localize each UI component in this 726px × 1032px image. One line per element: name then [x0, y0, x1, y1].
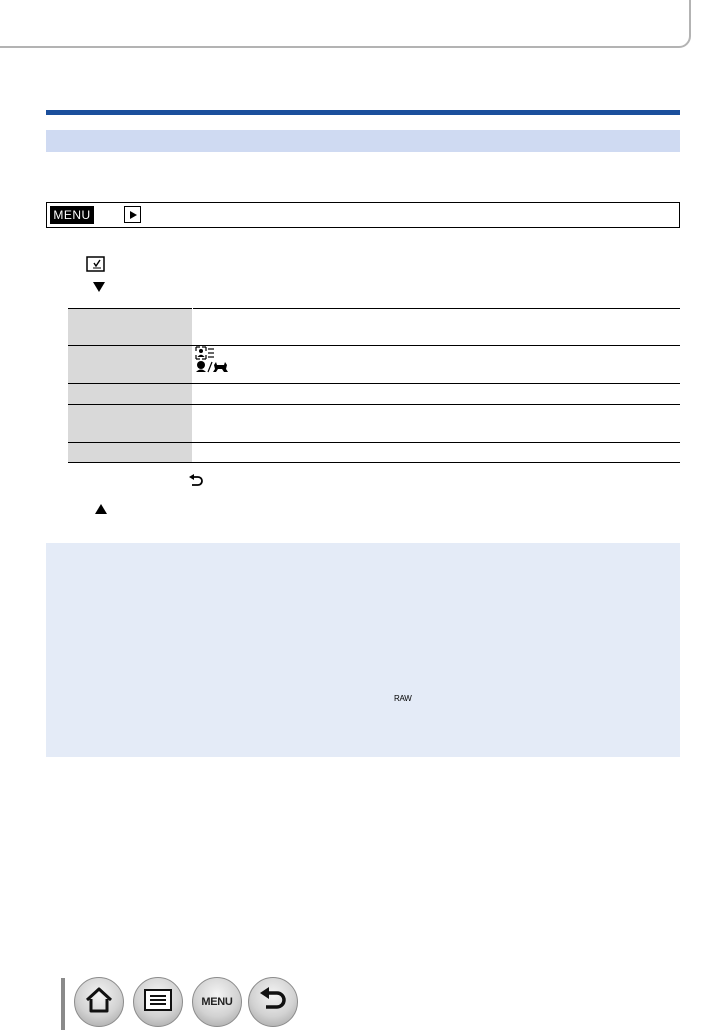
- note-box: [46, 543, 680, 757]
- description-cell: [193, 384, 681, 405]
- description-cell: [193, 309, 681, 346]
- page-header-frame: [0, 0, 691, 48]
- menu-button-icon: MENU: [201, 996, 233, 1008]
- home-button[interactable]: [74, 977, 124, 1027]
- table-row: [68, 443, 680, 463]
- table-row: [68, 384, 680, 405]
- option-cell: [68, 405, 193, 443]
- option-cell: [68, 346, 193, 384]
- section-subheading-bar: [46, 130, 680, 152]
- contents-button[interactable]: [133, 977, 183, 1027]
- home-icon: [84, 986, 114, 1019]
- option-cell: [68, 309, 193, 346]
- table-row: [68, 405, 680, 443]
- footer-side-rule: [61, 978, 65, 1030]
- play-mode-icon: [124, 206, 141, 223]
- option-cell: [68, 384, 193, 405]
- face-recognition-icon: [195, 346, 680, 360]
- table-row: [68, 309, 680, 346]
- menu-button[interactable]: [192, 977, 242, 1027]
- option-cell: [68, 443, 193, 463]
- contents-list-icon: [143, 988, 173, 1017]
- section-rule: [46, 110, 680, 115]
- description-cell: [193, 346, 681, 384]
- cursor-up-icon: [95, 502, 107, 520]
- table-row: [68, 346, 680, 384]
- cursor-down-icon: [93, 280, 105, 298]
- raw-quality-label: RAW: [394, 694, 412, 703]
- baby-pet-icon: [195, 360, 680, 373]
- return-icon: [188, 474, 204, 493]
- menu-path-box: [46, 202, 680, 228]
- description-cell: [193, 443, 681, 463]
- back-icon: [258, 987, 288, 1018]
- options-table: [68, 308, 680, 463]
- rating-checkbox-icon: [86, 256, 106, 279]
- description-cell: [193, 405, 681, 443]
- back-button[interactable]: [248, 977, 298, 1027]
- menu-badge: MENU: [50, 206, 94, 224]
